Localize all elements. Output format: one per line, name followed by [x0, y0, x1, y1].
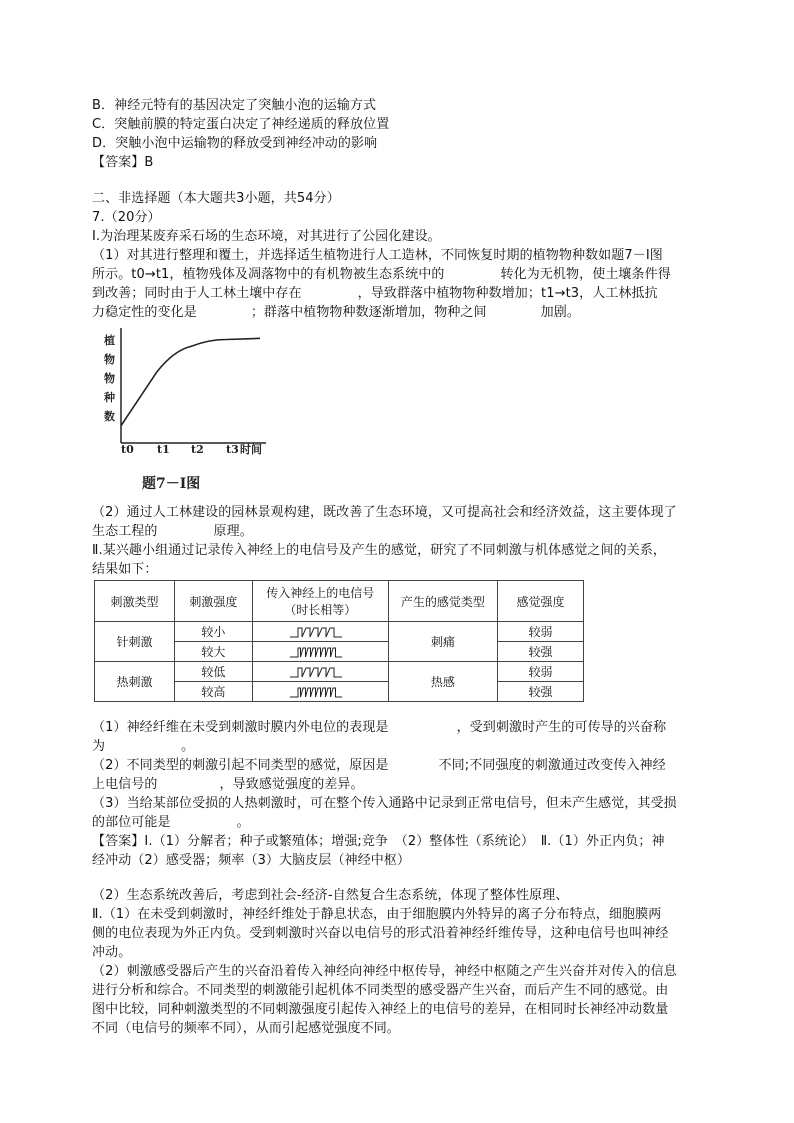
- col-header-line: 传入神经上的电信号: [266, 586, 375, 600]
- option-c: C．突触前膜的特定蛋白决定了神经递质的释放位置: [92, 117, 390, 132]
- signal-cell: [252, 682, 388, 702]
- x-axis-label: 时间: [240, 443, 262, 456]
- q2-line-1: （2）通过人工林建设的园林景观构建，既改善了生态环境，又可提高社会和经济效益，这主要体现了: [92, 505, 677, 520]
- strength-cell: 较强: [498, 642, 584, 662]
- y-label-char: 物: [104, 353, 115, 366]
- q1-text-g: 加剧。: [540, 305, 580, 320]
- table-header-row: [95, 581, 584, 622]
- waveform-path: [290, 668, 342, 677]
- intensity-cell: 较低: [174, 662, 252, 682]
- section-heading: 二、非选择题（本大题共3小题，共54分）: [92, 191, 340, 206]
- y-label-char: 植: [104, 334, 115, 347]
- ii-q1-text-b: ，受到刺激时产生的可传导的兴奋称: [456, 720, 667, 735]
- waveform-path: [290, 628, 342, 637]
- q1-line-3: [92, 284, 658, 303]
- col-header: 刺激强度: [174, 581, 252, 622]
- y-axis-label: [103, 333, 115, 423]
- q1-text-a: 所示。t0→t1，植物残体及凋落物中的有机物被生态系统中的: [92, 267, 445, 282]
- x-tick-label: t0: [121, 443, 134, 456]
- waveform-path: [290, 648, 342, 657]
- question-number: 7.（20分）: [92, 210, 161, 225]
- explanation-line: 图中比较，同种刺激类型的不同刺激强度引起传入神经上的电信号的差异，在相同时长神经冲动数量: [92, 1002, 669, 1017]
- explanation-line: （2）刺激感受器后产生的兴奋沿着传入神经向神经中枢传导，神经中枢随之产生兴奋并对传入的信息: [92, 964, 677, 979]
- ii-q3-text-b: 。: [236, 815, 250, 830]
- explanation-line: 不同（电信号的频率不同），从而引起感觉强度不同。: [92, 1021, 400, 1036]
- col-header: 刺激类型: [95, 581, 175, 622]
- q1-text-f: ；群落中植物物种数逐渐增加，物种之间: [250, 305, 487, 320]
- col-header-line: （时长相等）: [284, 603, 357, 617]
- answer-key-line-2: 经冲动（2）感受器；频率（3）大脑皮层（神经中枢）: [92, 853, 411, 868]
- part-ii-intro: Ⅱ.某兴趣小组通过记录传入神经上的电信号及产生的感觉，研究了不同刺激与机体感觉之间的关系，: [92, 543, 667, 558]
- stimulus-type-cell: 热刺激: [95, 662, 175, 702]
- signal-waveform: [288, 625, 352, 639]
- table-row: [95, 622, 584, 642]
- part-ii-results: 结果如下：: [92, 562, 158, 577]
- ii-q2-line-2: [92, 775, 364, 794]
- ii-q2-text-a: （2）不同类型的刺激引起不同类型的感觉，原因是: [92, 758, 389, 773]
- sense-type-cell: 刺痛: [388, 622, 497, 662]
- strength-cell: 较强: [498, 682, 584, 702]
- x-tick-labels: [121, 443, 239, 456]
- q2-text-b: 原理。: [213, 524, 253, 539]
- explanation-line: Ⅱ.（1）在未受到刺激时，神经纤维处于静息状态，由于细胞膜内外特异的离子分布特点，细胞膜两: [92, 907, 662, 922]
- q1-line-2: [92, 265, 671, 284]
- part-i-intro: Ⅰ.为治理某废弃采石场的生态环境，对其进行了公园化建设。: [92, 229, 441, 244]
- ii-q3-line-1: （3）当给某部位受损的人热刺激时，可在整个传入通路中记录到正常电信号，但未产生感觉，其受损: [92, 796, 677, 811]
- option-b: B．神经元特有的基因决定了突触小泡的运输方式: [92, 98, 377, 113]
- option-d: D．突触小泡中运输物的释放受到神经冲动的影响: [92, 136, 378, 151]
- q1-text-d: ，导致群落中植物物种数增加；t1→t3，人工林抵抗: [357, 286, 658, 301]
- q2-text-a: 生态工程的: [92, 524, 158, 539]
- col-header: [252, 581, 388, 622]
- intensity-cell: 较高: [174, 682, 252, 702]
- y-label-char: 物: [104, 372, 115, 385]
- ii-q3-line-2: [92, 813, 250, 832]
- signal-waveform: [288, 685, 352, 699]
- q1-text-c: 到改善；同时由于人工林土壤中存在: [92, 286, 302, 301]
- ii-q3-text-a: 的部位可能是: [92, 815, 171, 830]
- intensity-cell: 较小: [174, 622, 252, 642]
- ii-q1-line-2: [92, 737, 194, 756]
- sense-type-cell: 热感: [388, 662, 497, 702]
- q1-text-b: 转化为无机物，使土壤条件得: [500, 267, 671, 282]
- signal-waveform: [288, 665, 352, 679]
- signal-waveform: [288, 645, 352, 659]
- explanation-line: 进行分析和综合。不同类型的刺激能引起机体不同类型的感受器产生兴奋，而后产生不同的感觉。由: [92, 983, 669, 998]
- q2-line-2: [92, 522, 253, 541]
- intensity-cell: 较大: [174, 642, 252, 662]
- answer-line: 【答案】B: [92, 155, 154, 170]
- y-label-char: 数: [104, 410, 115, 423]
- x-tick-label: t2: [191, 443, 204, 456]
- explanation-line: 冲动。: [92, 945, 132, 960]
- ii-q1-text-a: （1）神经纤维在未受到刺激时膜内外电位的表现是: [92, 720, 389, 735]
- q1-line-1: （1）对其进行整理和覆土，并选择适生植物进行人工造林，不同恢复时期的植物物种数如题7－Ⅰ图: [92, 248, 663, 263]
- ii-q2-text-b: 不同;不同强度的刺激通过改变传入神经: [438, 758, 666, 773]
- signal-cell: [252, 642, 388, 662]
- col-header: 产生的感觉类型: [388, 581, 497, 622]
- strength-cell: 较弱: [498, 662, 584, 682]
- y-label-char: 种: [104, 391, 115, 404]
- answer-key-line-1: 【答案】Ⅰ.（1）分解者；种子或繁殖体；增强;竞争 （2）整体性（系统论） Ⅱ.（1）外正内负；神: [92, 834, 665, 849]
- ii-q1-text-d: 。: [181, 739, 195, 754]
- x-tick-label: t1: [157, 443, 170, 456]
- table-row: [95, 662, 584, 682]
- ii-q2-text-c: 上电信号的: [92, 777, 158, 792]
- explanation-line: 侧的电位表现为外正内负。受到刺激时兴奋以电信号的形式沿着神经纤维传导，这种电信号也叫神经: [92, 926, 669, 941]
- signal-cell: [252, 622, 388, 642]
- ii-q1-line-1: [92, 718, 666, 737]
- q1-text-e: 力稳定性的变化是: [92, 305, 197, 320]
- stimulus-type-cell: 针刺激: [95, 622, 175, 662]
- ii-q2-line-1: [92, 756, 666, 775]
- chart-caption: 题7－Ⅰ图: [142, 476, 201, 492]
- strength-cell: 较弱: [498, 622, 584, 642]
- waveform-path: [290, 688, 342, 697]
- ii-q2-text-d: ，导致感觉强度的差异。: [219, 777, 364, 792]
- col-header: 感觉强度: [498, 581, 584, 622]
- stimulus-table: [94, 580, 584, 702]
- ii-q1-text-c: 为: [92, 739, 106, 754]
- signal-cell: [252, 662, 388, 682]
- x-tick-label: t3: [226, 443, 239, 456]
- species-curve: [121, 338, 260, 425]
- species-chart: [88, 318, 284, 496]
- explanation-line: （2）生态系统改善后，考虑到社会-经济-自然复合生态系统，体现了整体性原理、: [92, 888, 569, 903]
